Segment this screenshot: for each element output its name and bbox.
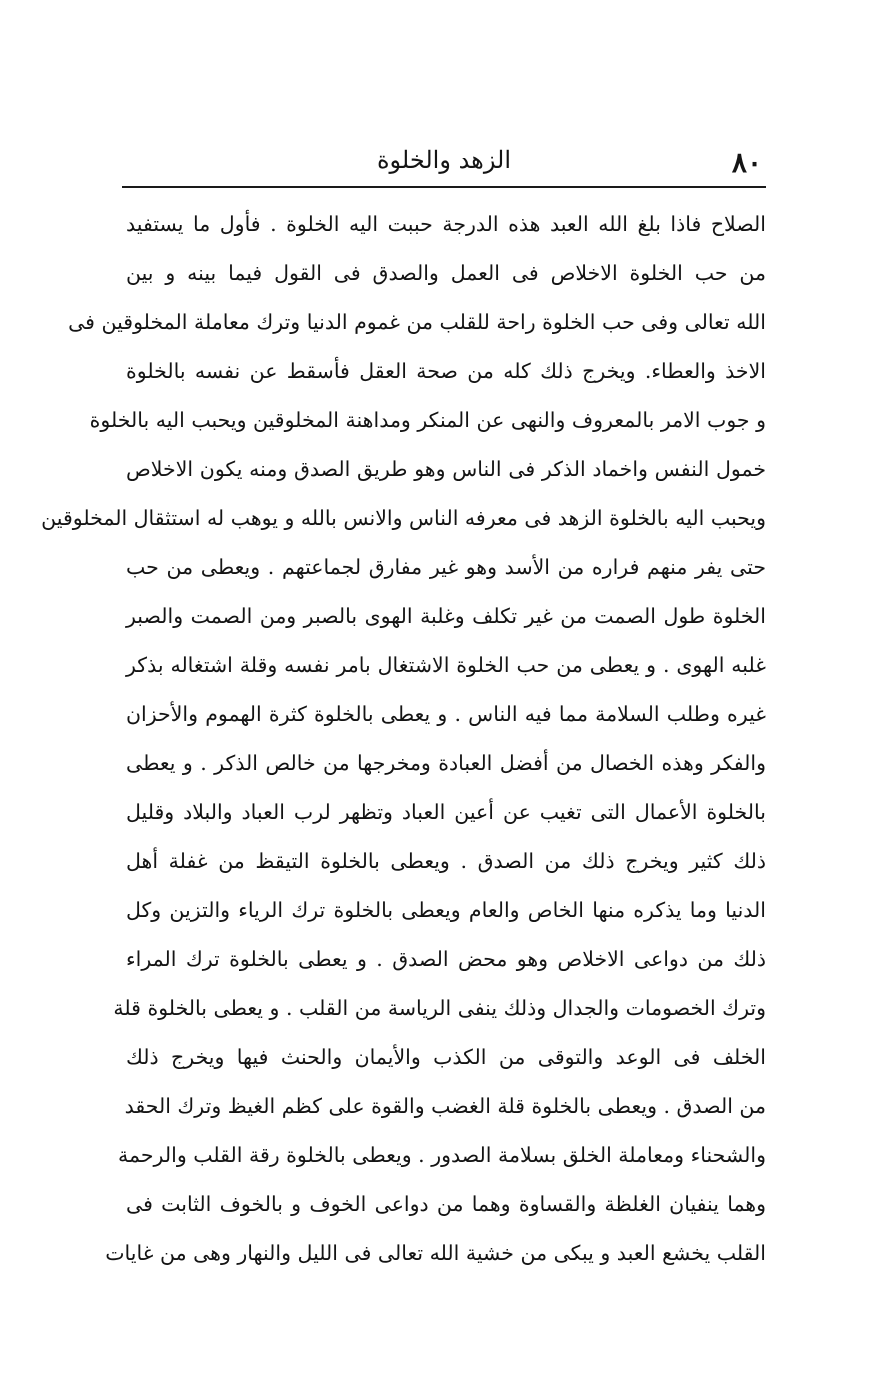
body-text <box>41 200 766 1278</box>
text-line: غلبه الهوى . و يعطى من حب الخلوة الاشتغال بامر نفسه وقلة اشتغاله بذكر <box>126 653 766 677</box>
text-line: الدنيا وما يذكره منها الخاص والعام ويعطى بالخلوة ترك الرياء والتزين وكل <box>126 898 766 922</box>
text-line: غيره وطلب السلامة مما فيه الناس . و يعطى بالخلوة كثرة الهموم والأحزان <box>126 702 766 726</box>
text-line: وترك الخصومات والجدال وذلك ينفى الرياسة من القلب . و يعطى بالخلوة قلة <box>113 996 766 1020</box>
text-line: و جوب الامر بالمعروف والنهى عن المنكر ومداهنة المخلوقين ويحبب اليه بالخلوة <box>89 408 766 432</box>
text-line: من الصدق . ويعطى بالخلوة قلة الغضب والقوة على كظم الغيظ وترك الحقد <box>124 1094 766 1118</box>
page-number: ٨٠ <box>731 146 762 179</box>
text-line: بالخلوة الأعمال التى تغيب عن أعين العباد وتظهر لرب العباد والبلاد وقليل <box>126 800 766 824</box>
text-line: من حب الخلوة الاخلاص فى العمل والصدق فى القول فيما بينه و بين <box>126 261 766 285</box>
text-line: ذلك كثير ويخرج ذلك من الصدق . ويعطى بالخلوة التيقظ من غفلة أهل <box>126 849 766 873</box>
text-line: القلب يخشع العبد و يبكى من خشية الله تعالى فى الليل والنهار وهى من غايات <box>105 1241 766 1265</box>
text-line: خمول النفس واخماد الذكر فى الناس وهو طريق الصدق ومنه يكون الاخلاص <box>126 457 766 481</box>
text-line: الخلف فى الوعد والتوقى من الكذب والأيمان والحنث فيها ويخرج ذلك <box>126 1045 766 1069</box>
text-line: الاخذ والعطاء. ويخرج ذلك كله من صحة العقل فأسقط عن نفسه بالخلوة <box>126 359 766 383</box>
text-line: والشحناء ومعاملة الخلق بسلامة الصدور . ويعطى بالخلوة رقة القلب والرحمة <box>118 1143 766 1167</box>
running-header <box>122 140 766 184</box>
text-line: حتى يفر منهم فراره من الأسد وهو غير مفارق لجماعتهم . ويعطى من حب <box>126 555 766 579</box>
text-line: ذلك من دواعى الاخلاص وهو محض الصدق . و يعطى بالخلوة ترك المراء <box>126 947 766 971</box>
text-line: وهما ينفيان الغلظة والقساوة وهما من دواعى الخوف و بالخوف الثابت فى <box>126 1192 766 1216</box>
running-title: الزهد والخلوة <box>376 146 512 174</box>
text-line: ويحبب اليه بالخلوة الزهد فى معرفه الناس والانس بالله و يوهب له استثقال المخلوقين <box>41 506 766 530</box>
header-rule <box>122 186 766 188</box>
text-line: والفكر وهذه الخصال من أفضل العبادة ومخرجها من خالص الذكر . و يعطى <box>126 751 766 775</box>
text-line: الله تعالى وفى حب الخلوة راحة للقلب من غموم الدنيا وترك معاملة المخلوقين فى <box>68 310 766 334</box>
text-line: الخلوة طول الصمت من غير تكلف وغلبة الهوى بالصبر ومن الصمت والصبر <box>126 604 766 628</box>
text-line: الصلاح فاذا بلغ الله العبد هذه الدرجة حببت اليه الخلوة . فأول ما يستفيد <box>126 212 766 236</box>
